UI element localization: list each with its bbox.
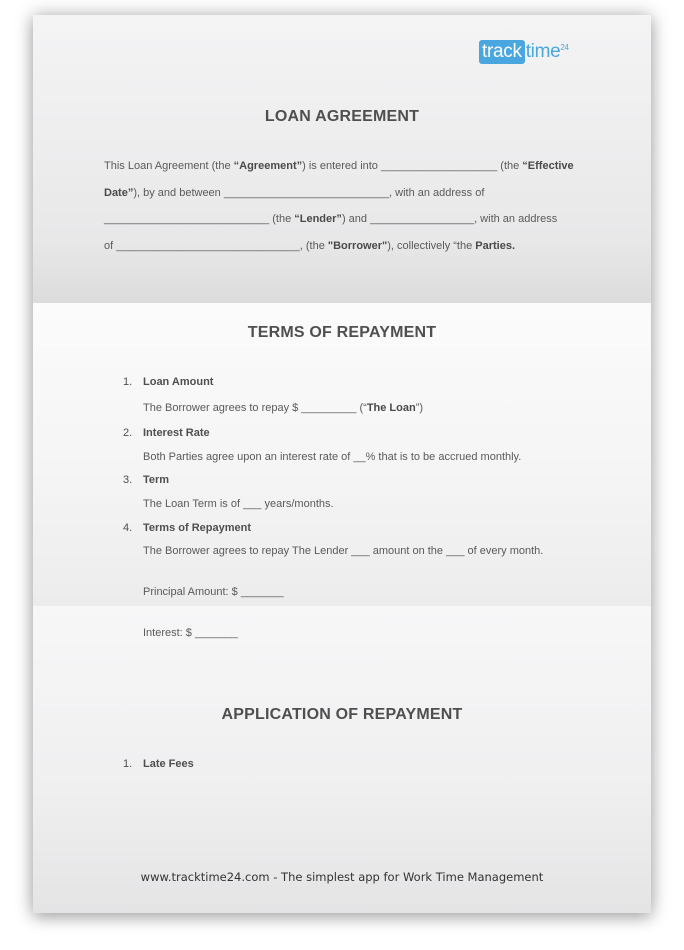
term-text-loan-amount: The Borrower agrees to repay $ _________ (“The Loan”) — [143, 402, 424, 414]
logo-time: time — [525, 41, 561, 62]
term-text-interest-rate: Both Parties agree upon an interest rate of __% that is to be accrued monthly. — [143, 451, 522, 463]
term-text-terms-of-repayment: The Borrower agrees to repay The Lender ___ amount on the ___ of every month. — [143, 545, 544, 557]
intro-paragraph — [104, 153, 604, 259]
document-title: LOAN AGREEMENT — [264, 108, 420, 125]
tracktime24-logo — [479, 41, 569, 63]
term-text-term: The Loan Term is of ___ years/months. — [143, 498, 334, 510]
application-heading: APPLICATION OF REPAYMENT — [221, 706, 463, 723]
term-item-terms-of-repayment: 4. Terms of Repayment — [123, 522, 251, 534]
terms-heading: TERMS OF REPAYMENT — [247, 324, 437, 341]
intro-line-2: Date”), by and between ___________________________, with an address of — [104, 186, 485, 199]
term-item-interest-rate: 2. Interest Rate — [123, 427, 210, 439]
intro-line-4: of ______________________________, (the "Borrower"), collectively “the Parties. — [104, 239, 516, 252]
intro-line-3: ___________________________ (the “Lender”) and _________________, with an address — [104, 213, 558, 225]
footer-text: www.tracktime24.com - The simplest app for Work Time Management — [140, 870, 544, 884]
term-item-term: 3. Term — [123, 474, 170, 486]
document-page — [33, 15, 651, 913]
logo-track: track — [479, 40, 525, 64]
intro-line-1: This Loan Agreement (the “Agreement”) is entered into ___________________ (the “Effective — [104, 160, 574, 172]
term-item-loan-amount: 1. Loan Amount — [123, 376, 214, 388]
application-item-late-fees: 1. Late Fees — [123, 758, 194, 770]
principal-amount-line: Principal Amount: $ _______ — [143, 586, 284, 598]
interest-line: Interest: $ _______ — [143, 627, 238, 639]
logo-sup: 24 — [560, 43, 569, 52]
